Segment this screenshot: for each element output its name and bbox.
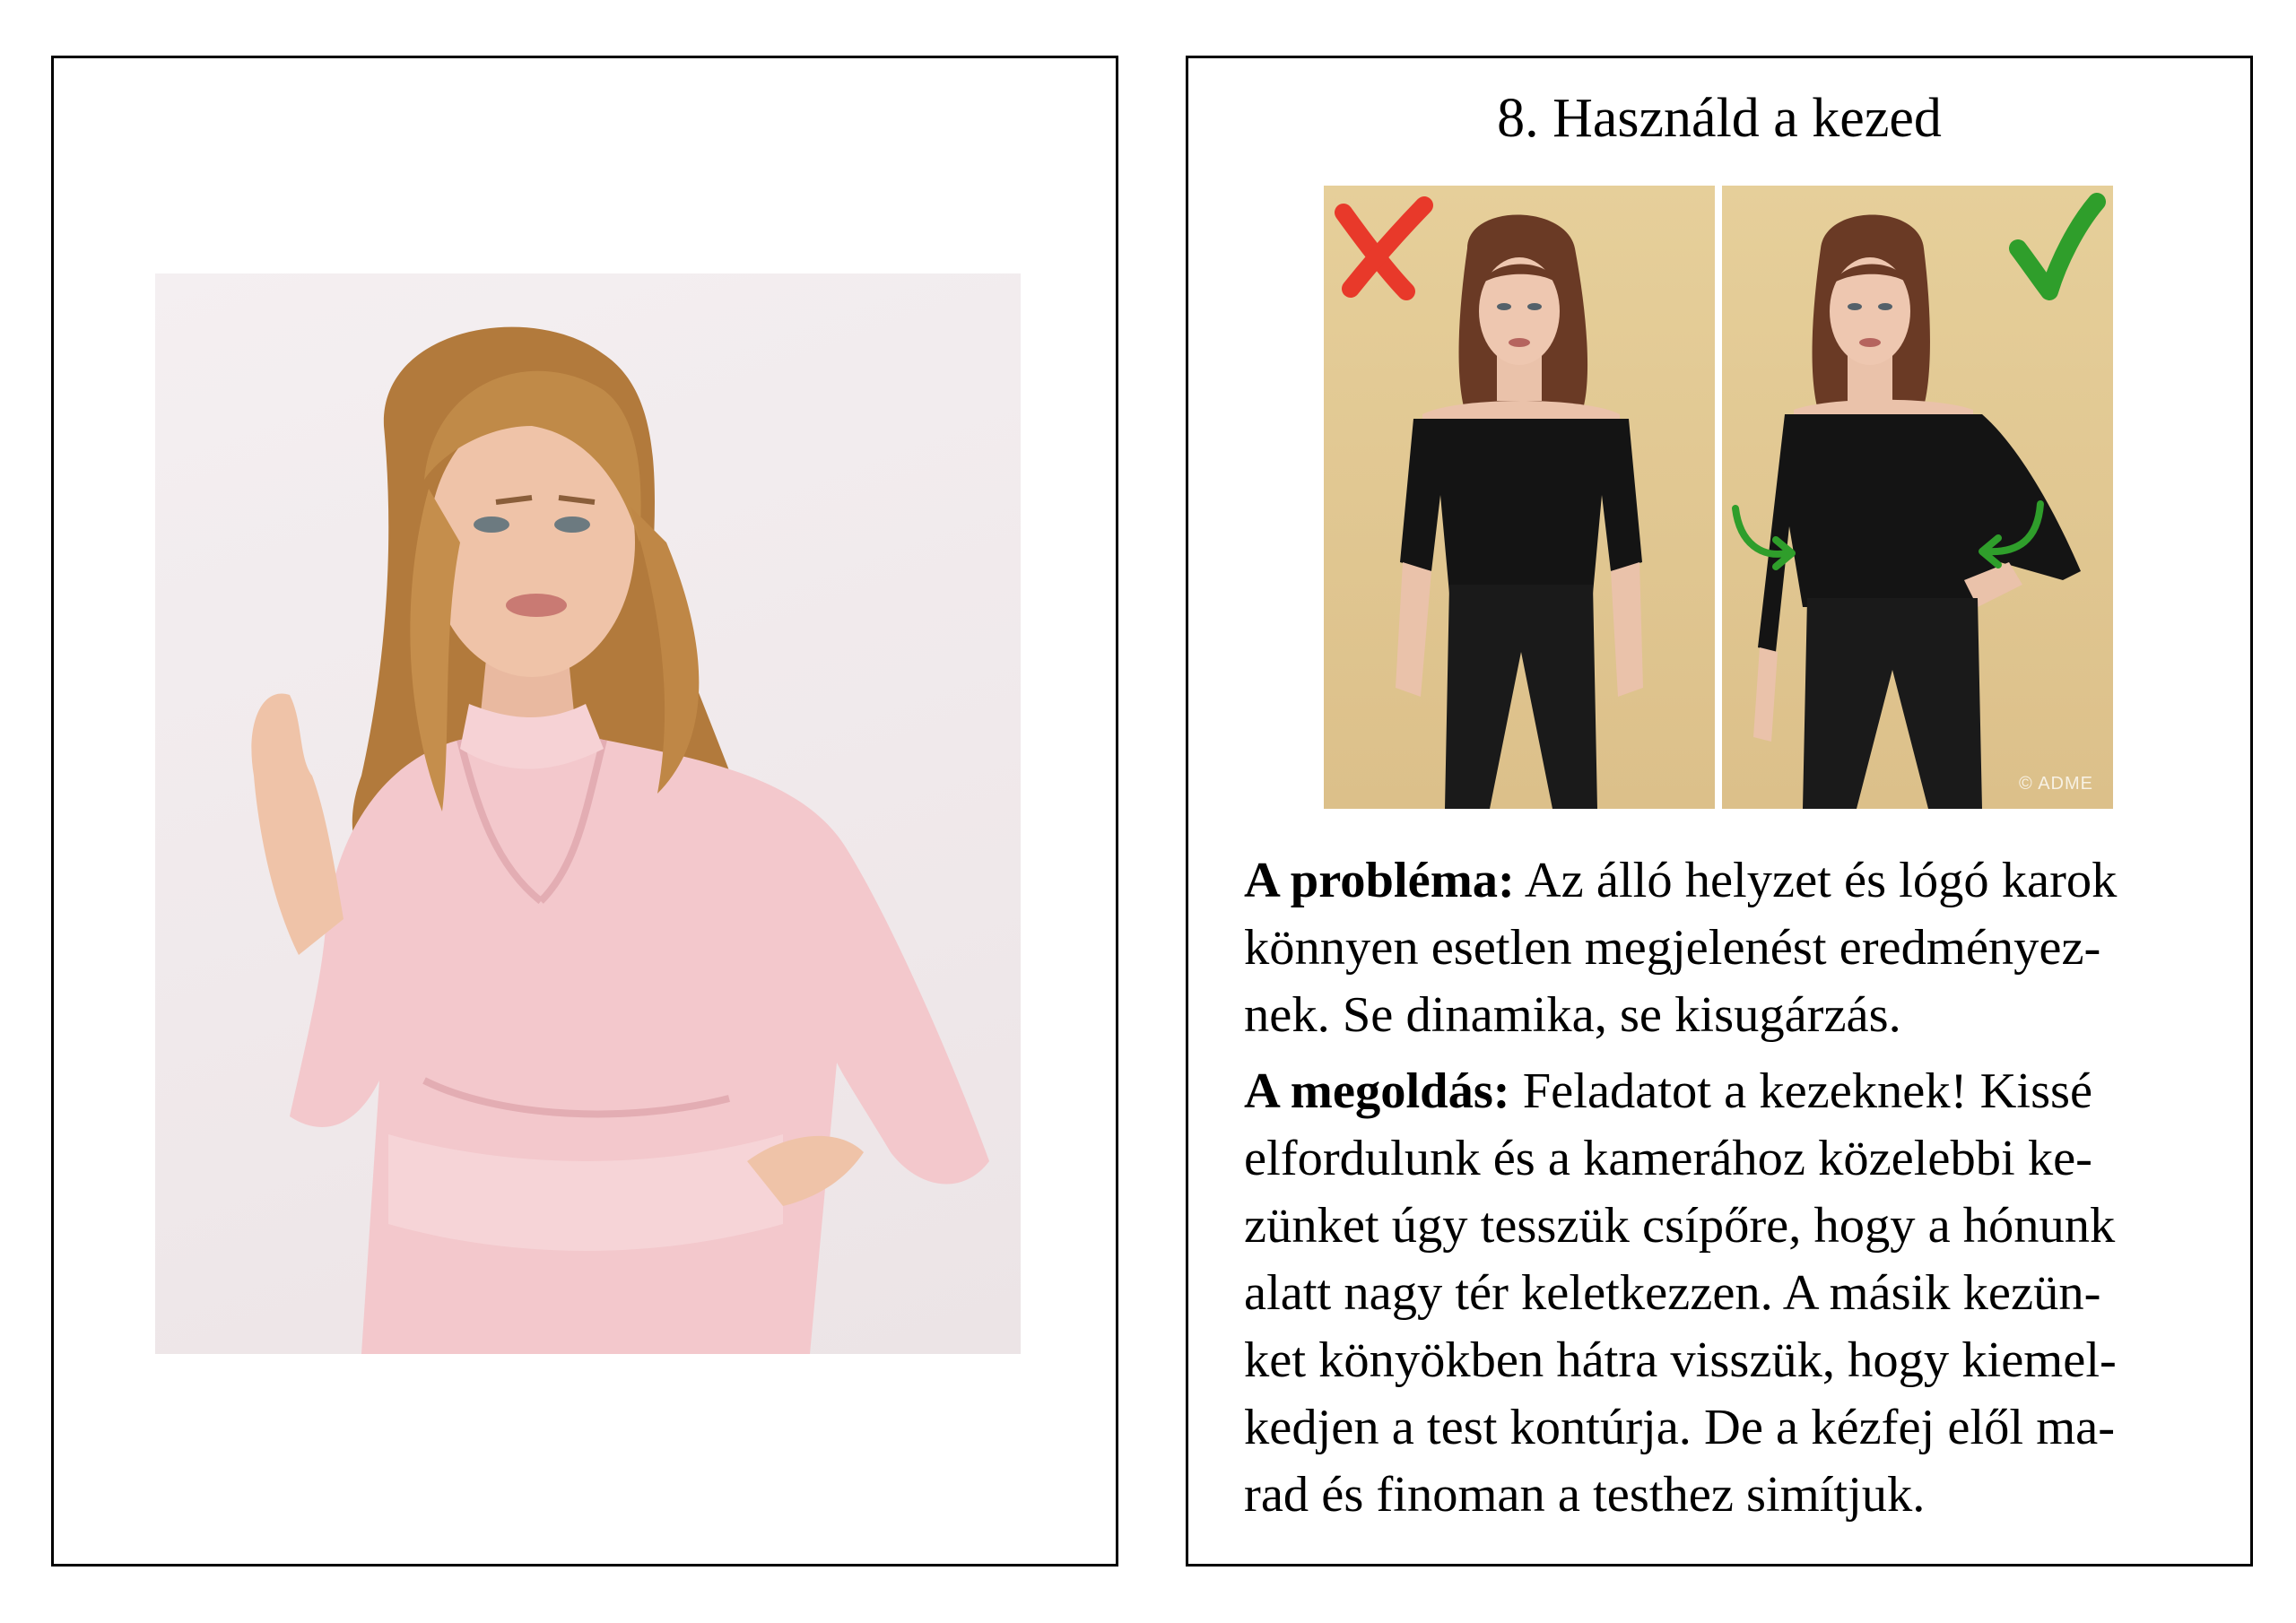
problem-paragraph — [1244, 847, 2213, 1049]
solution-line-7: rad és finoman a testhez simítjuk. — [1244, 1467, 1926, 1523]
solution-line-3: zünket úgy tesszük csípőre, hogy a hónunk — [1244, 1198, 2116, 1254]
problem-line-3: nek. Se dinamika, se kisugárzás. — [1244, 987, 1901, 1043]
right-pose-photo — [1722, 186, 2113, 809]
solution-line-5: ket könyökben hátra visszük, hogy kiemel- — [1244, 1332, 2117, 1388]
solution-line-4: alatt nagy tér keletkezzen. A másik kezün- — [1244, 1265, 2101, 1321]
solution-line-6: kedjen a test kontúrja. De a kézfej elől ma- — [1244, 1400, 2116, 1455]
problem-line-1 — [1244, 847, 2213, 915]
cross-mark-icon — [1344, 205, 1424, 291]
right-pose-image — [1722, 186, 2113, 809]
solution-line-1-text: Feladatot a kezeknek! Kissé — [1509, 1063, 2093, 1119]
page-title: 8. Használd a kezed — [1497, 88, 1942, 149]
woman-in-pink-blouse-image — [155, 273, 1021, 1354]
problem-line-1-text: Az álló helyzet és lógó karok — [1514, 853, 2118, 908]
left-card — [51, 56, 1118, 1567]
solution-line-1 — [1244, 1058, 2213, 1125]
solution-line-2: elfordulunk és a kamerához közelebbi ke- — [1244, 1131, 2092, 1186]
problem-line-2: könnyen esetlen megjelenést eredményez- — [1244, 920, 2101, 976]
check-mark-icon — [2018, 202, 2097, 291]
problem-label: A probléma: — [1244, 853, 1515, 908]
wrong-pose-image — [1324, 186, 1715, 809]
solution-label: A megoldás: — [1244, 1063, 1510, 1119]
solution-paragraph — [1244, 1058, 2213, 1529]
wrong-pose-photo — [1324, 186, 1715, 809]
right-card — [1186, 56, 2253, 1567]
left-photo — [155, 273, 1021, 1354]
watermark: © ADME — [2019, 774, 2093, 794]
